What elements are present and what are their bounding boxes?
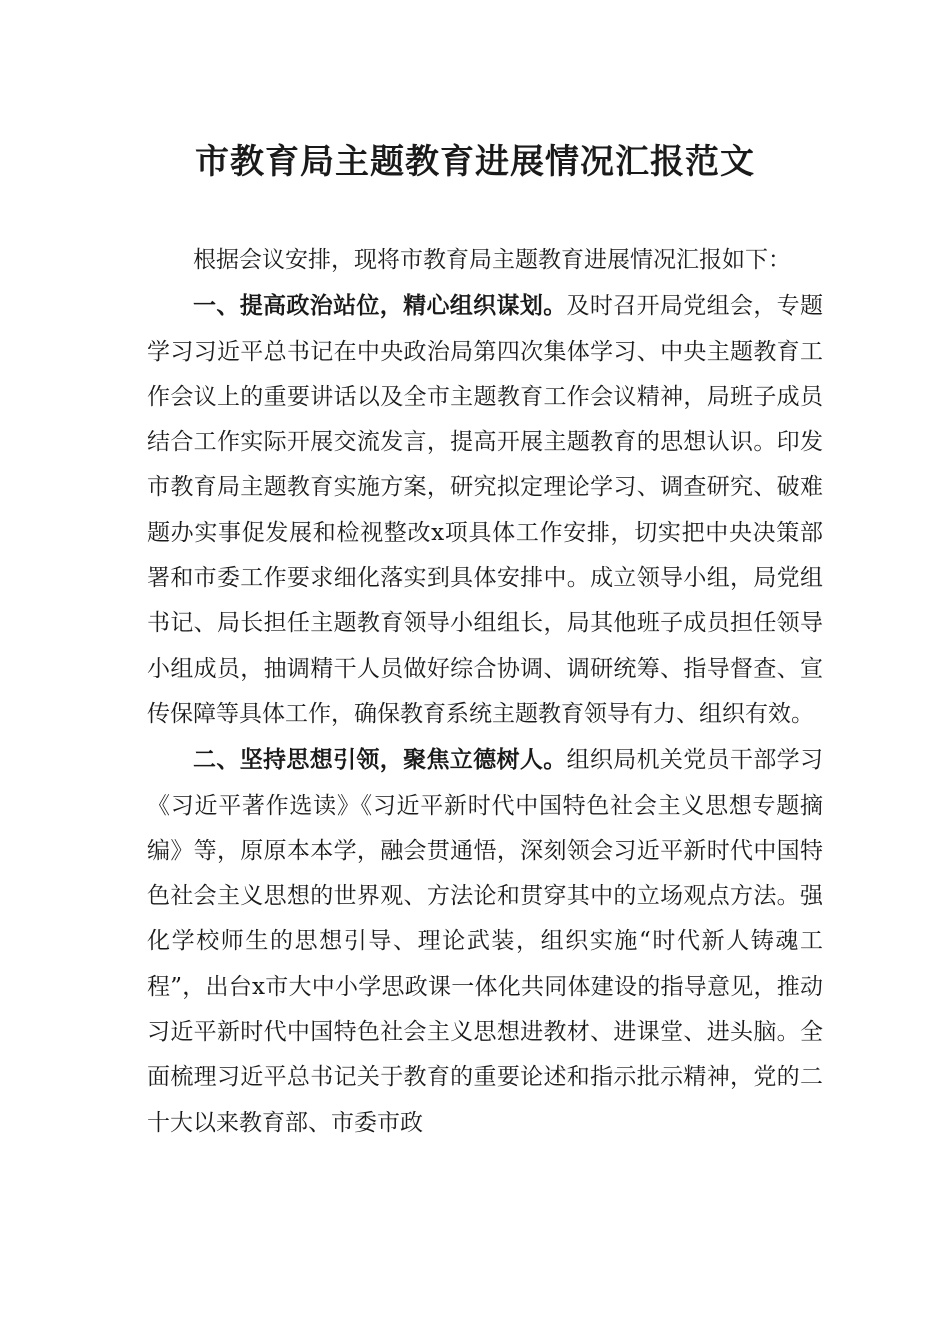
section-2-body: 组织局机关党员干部学习《习近平著作选读》《习近平新时代中国特色社会主义思想专题摘编》等，原原本本学，融会贯通悟，深刻领会习近平新时代中国特色社会主义思想的世界观、方法论和贯穿其中的立场观点方法。强化学校师生的思想引导、理论武装，组织实施“时代新人铸魂工程”，出台x市大中小学思政课一体化共同体建设的指导意见，推动习近平新时代中国特色社会主义思想进教材、进课堂、进头脑。全面梳理习近平总书记关于教育的重要论述和指示批示精神，党的二十大以来教育部、市委市政: [147, 747, 824, 1136]
section-1-heading: 一、提高政治站位，精心组织谋划。: [193, 292, 567, 320]
document-title: 市教育局主题教育进展情况汇报范文: [195, 142, 755, 182]
section-2-heading: 二、坚持思想引领，聚焦立德树人。: [193, 746, 567, 774]
section-1-body: 及时召开局党组会，专题学习习近平总书记在中央政治局第四次集体学习、中央主题教育工作会议上的重要讲话以及全市主题教育工作会议精神，局班子成员结合工作实际开展交流发言，提高开展主题教育的思想认识。印发市教育局主题教育实施方案，研究拟定理论学习、调查研究、破难题办实事促发展和检视整改x项具体工作安排，切实把中央决策部署和市委工作要求细化落实到具体安排中。成立领导小组，局党组书记、局长担任主题教育领导小组组长，局其他班子成员担任领导小组成员，抽调精干人员做好综合协调、调研统筹、指导督查、宣传保障等具体工作，确保教育系统主题教育领导有力、组织有效。: [147, 293, 824, 727]
intro-paragraph: 根据会议安排，现将市教育局主题教育进展情况汇报如下：: [193, 247, 791, 273]
section-2-paragraph: [147, 737, 823, 1146]
section-1-paragraph: [147, 283, 823, 737]
document-body: [147, 238, 823, 1146]
